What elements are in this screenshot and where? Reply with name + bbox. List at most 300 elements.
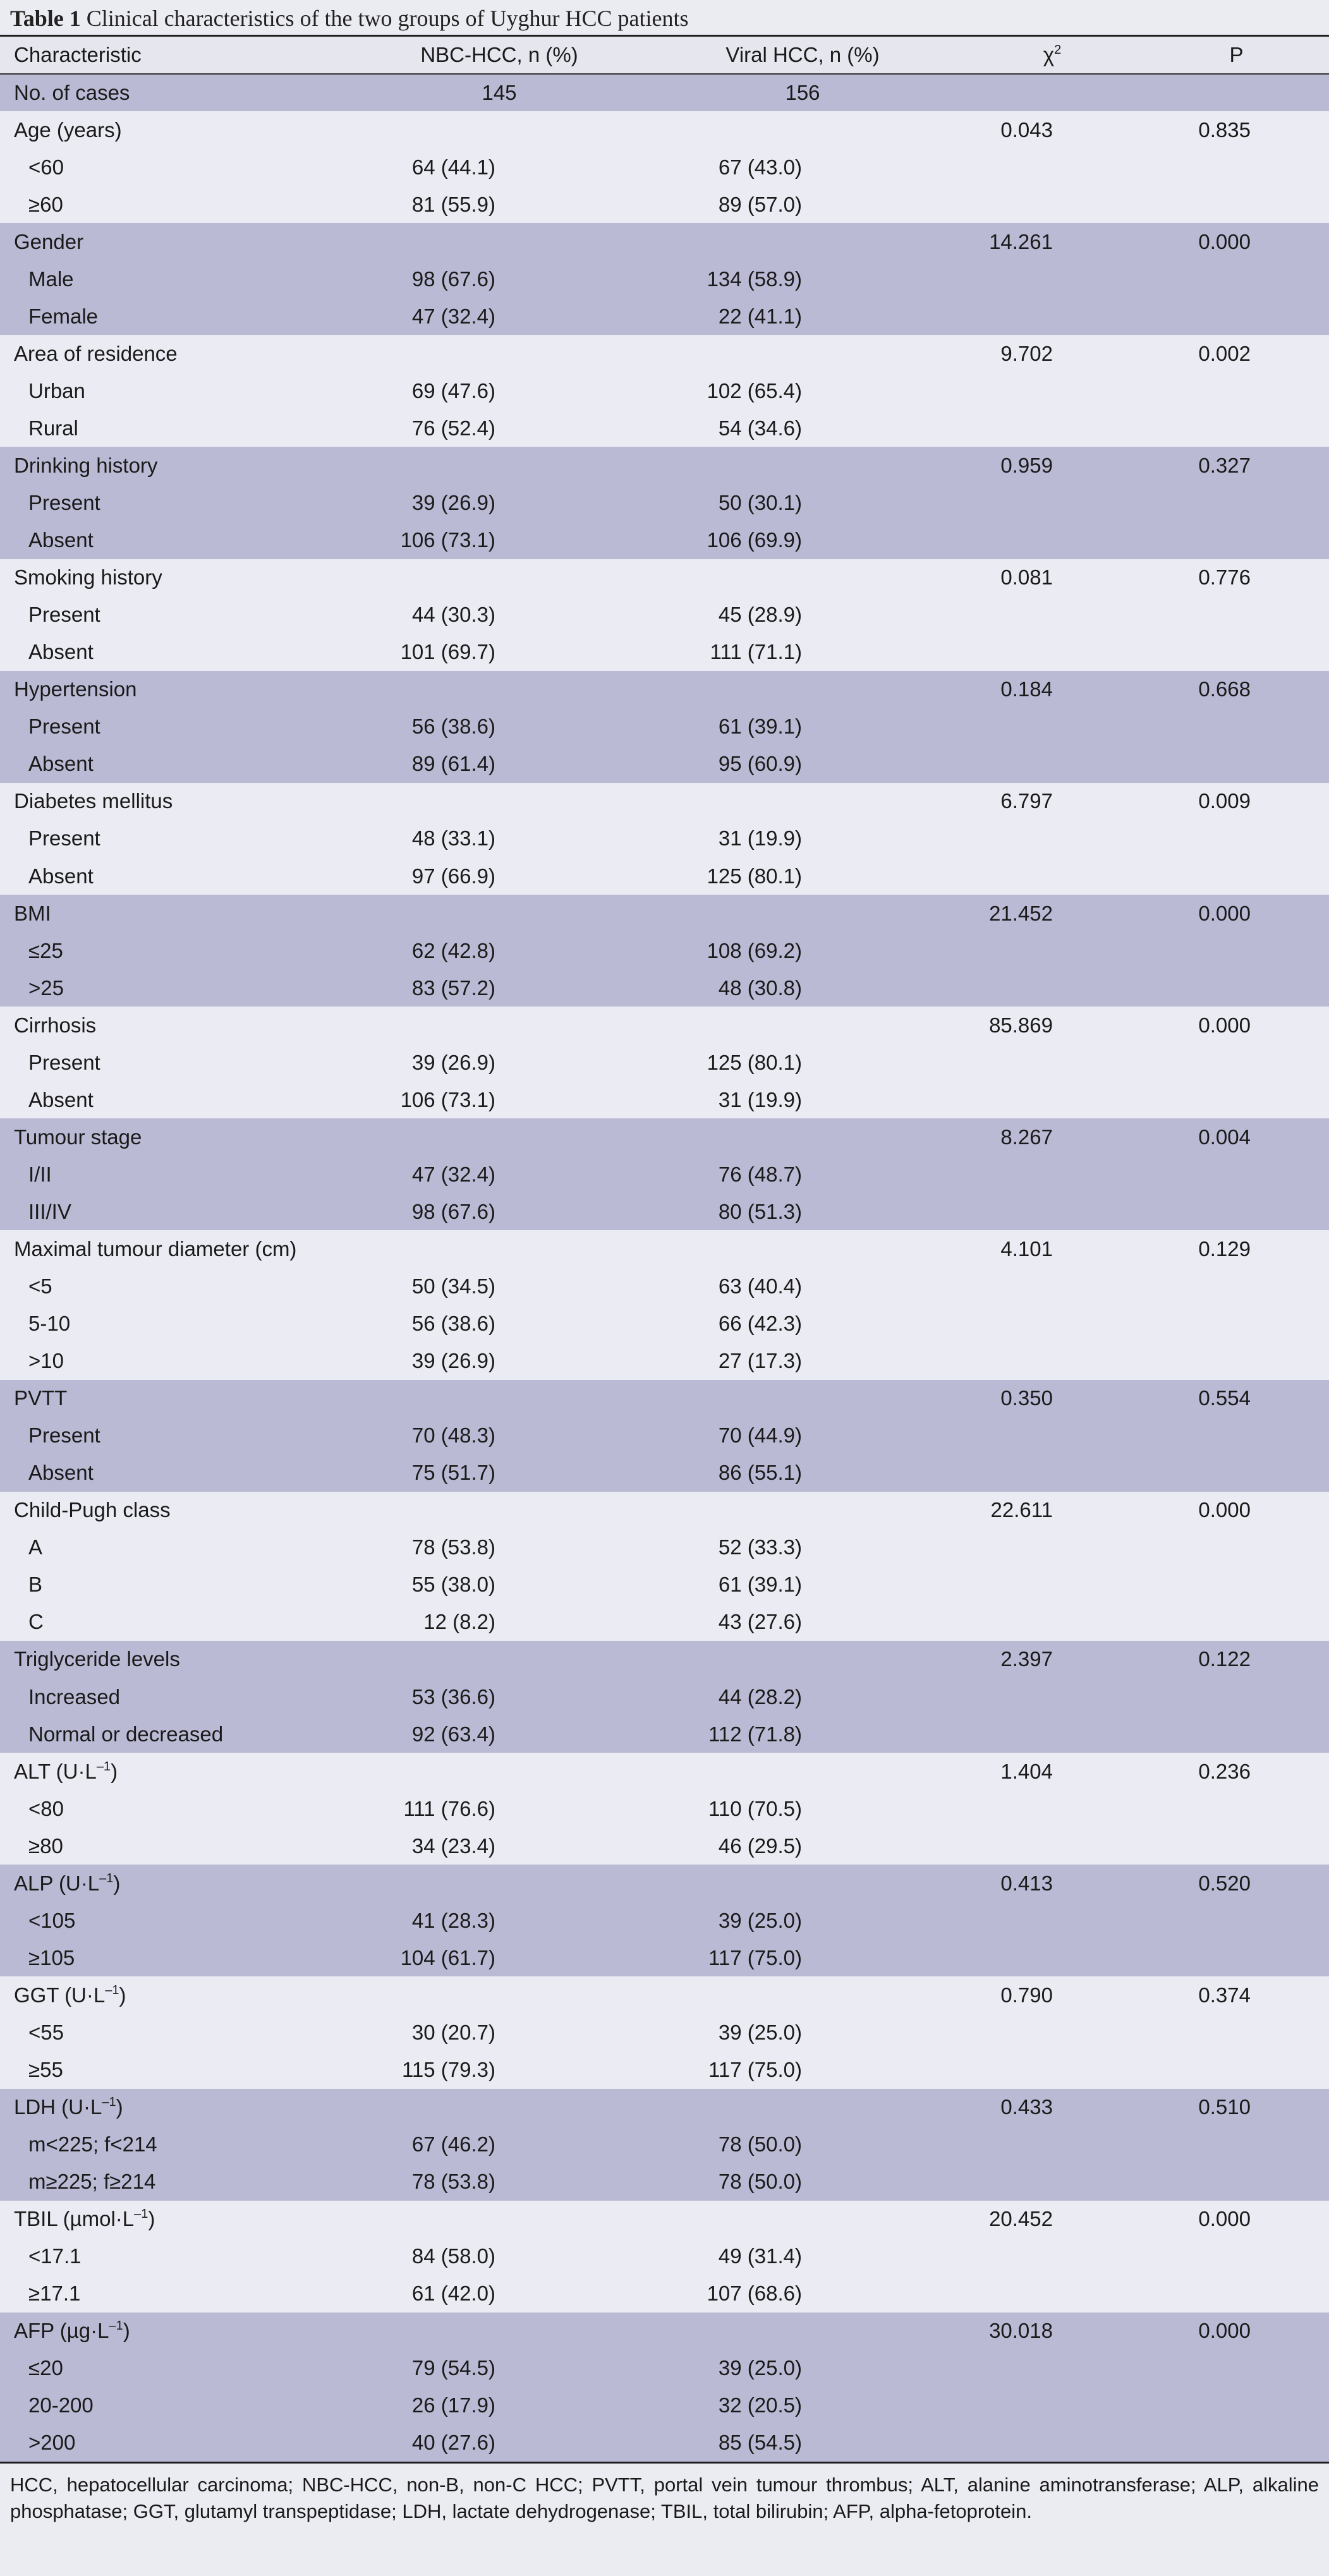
header-chi-square	[961, 37, 1144, 74]
chi-square-value: 8.267	[961, 1118, 1144, 1156]
subgroup-row	[0, 1417, 1329, 1454]
subgroup-p-empty	[1144, 1343, 1329, 1380]
subgroup-label: Present	[0, 1417, 354, 1454]
subgroup-chi-empty	[961, 1193, 1144, 1230]
subgroup-p-empty	[1144, 2238, 1329, 2275]
subgroup-label: >200	[0, 2424, 354, 2462]
subgroup-label: Absent	[0, 522, 354, 559]
subgroup-chi-empty	[961, 1156, 1144, 1193]
group-label-end: )	[111, 1759, 118, 1783]
viral-hcc-value: 54 (34.6)	[645, 409, 961, 447]
chi-square-value: 0.959	[961, 447, 1144, 484]
subgroup-label: <5	[0, 1268, 354, 1305]
subgroup-row	[0, 1044, 1329, 1081]
group-header-row	[0, 111, 1329, 148]
subgroup-label: <60	[0, 148, 354, 186]
viral-hcc-value: 70 (44.9)	[645, 1417, 961, 1454]
group-nbc-empty	[354, 559, 645, 596]
group-label-end: )	[113, 1871, 121, 1895]
subgroup-row	[0, 1156, 1329, 1193]
group-viral-empty	[645, 1753, 961, 1790]
subgroup-p-empty	[1144, 1529, 1329, 1566]
subgroup-p-empty	[1144, 372, 1329, 409]
subgroup-p-empty	[1144, 1604, 1329, 1641]
subgroup-row	[0, 857, 1329, 895]
subgroup-label: Absent	[0, 746, 354, 783]
subgroup-label: <105	[0, 1902, 354, 1939]
group-label	[0, 1380, 354, 1417]
subgroup-p-empty	[1144, 2275, 1329, 2313]
subgroup-chi-empty	[961, 485, 1144, 522]
header-viral-hcc: Viral HCC, n (%)	[645, 37, 961, 74]
nbc-hcc-value: 67 (46.2)	[354, 2126, 645, 2163]
subgroup-chi-empty	[961, 186, 1144, 223]
nbc-hcc-value: 83 (57.2)	[354, 969, 645, 1007]
subgroup-chi-empty	[961, 969, 1144, 1007]
subgroup-row	[0, 2051, 1329, 2088]
group-label-text: Smoking history	[14, 565, 162, 590]
p-value: 0.520	[1144, 1865, 1329, 1902]
nbc-hcc-value: 30 (20.7)	[354, 2014, 645, 2051]
viral-hcc-value: 49 (31.4)	[645, 2238, 961, 2275]
group-nbc-empty	[354, 1007, 645, 1044]
chi-square-value: 0.081	[961, 559, 1144, 596]
viral-hcc-value: 39 (25.0)	[645, 2014, 961, 2051]
group-label	[0, 671, 354, 708]
subgroup-chi-empty	[961, 2051, 1144, 2088]
subgroup-chi-empty	[961, 2387, 1144, 2424]
subgroup-label: Present	[0, 596, 354, 634]
viral-hcc-value: 27 (17.3)	[645, 1343, 961, 1380]
group-label	[0, 2201, 354, 2238]
subgroup-chi-empty	[961, 2424, 1144, 2462]
nbc-hcc-value: 47 (32.4)	[354, 298, 645, 335]
group-viral-empty	[645, 1380, 961, 1417]
subgroup-chi-empty	[961, 1081, 1144, 1118]
subgroup-chi-empty	[961, 1790, 1144, 1827]
viral-hcc-value: 111 (71.1)	[645, 634, 961, 671]
subgroup-row	[0, 485, 1329, 522]
group-label-superscript: –1	[96, 1759, 111, 1774]
group-header-row	[0, 783, 1329, 820]
chi-square-value: 85.869	[961, 1007, 1144, 1044]
subgroup-p-empty	[1144, 522, 1329, 559]
nbc-hcc-value: 89 (61.4)	[354, 746, 645, 783]
subgroup-label: 20-200	[0, 2387, 354, 2424]
p-value: 0.554	[1144, 1380, 1329, 1417]
group-label	[0, 559, 354, 596]
group-viral-empty	[645, 1976, 961, 2014]
group-label-text: BMI	[14, 901, 51, 925]
chi-square-value: 0.790	[961, 1976, 1144, 2014]
nbc-hcc-value: 64 (44.1)	[354, 148, 645, 186]
cases-row	[0, 74, 1329, 111]
group-nbc-empty	[354, 671, 645, 708]
subgroup-chi-empty	[961, 1529, 1144, 1566]
viral-hcc-value: 76 (48.7)	[645, 1156, 961, 1193]
table-body	[0, 74, 1329, 2462]
subgroup-p-empty	[1144, 708, 1329, 746]
nbc-hcc-value: 76 (52.4)	[354, 409, 645, 447]
subgroup-chi-empty	[961, 522, 1144, 559]
subgroup-chi-empty	[961, 596, 1144, 634]
subgroup-chi-empty	[961, 1417, 1144, 1454]
subgroup-row	[0, 746, 1329, 783]
group-label-text: LDH (U·L	[14, 2095, 102, 2119]
subgroup-row	[0, 409, 1329, 447]
subgroup-label: <55	[0, 2014, 354, 2051]
header-nbc-hcc: NBC-HCC, n (%)	[354, 37, 645, 74]
group-viral-empty	[645, 1641, 961, 1678]
nbc-hcc-value: 84 (58.0)	[354, 2238, 645, 2275]
subgroup-row	[0, 260, 1329, 298]
subgroup-row	[0, 2238, 1329, 2275]
subgroup-chi-empty	[961, 1827, 1144, 1865]
group-label-superscript: –1	[134, 2207, 149, 2222]
subgroup-chi-empty	[961, 634, 1144, 671]
viral-hcc-value: 63 (40.4)	[645, 1268, 961, 1305]
chi-square-value: 22.611	[961, 1492, 1144, 1529]
subgroup-p-empty	[1144, 596, 1329, 634]
subgroup-label: ≥55	[0, 2051, 354, 2088]
nbc-hcc-value: 41 (28.3)	[354, 1902, 645, 1939]
subgroup-label: Normal or decreased	[0, 1715, 354, 1753]
cases-label: No. of cases	[0, 74, 354, 111]
subgroup-row	[0, 708, 1329, 746]
group-label	[0, 335, 354, 372]
subgroup-chi-empty	[961, 1678, 1144, 1715]
subgroup-chi-empty	[961, 932, 1144, 969]
group-nbc-empty	[354, 1753, 645, 1790]
subgroup-label: Urban	[0, 372, 354, 409]
subgroup-p-empty	[1144, 1305, 1329, 1343]
nbc-hcc-value: 39 (26.9)	[354, 1044, 645, 1081]
subgroup-row	[0, 2424, 1329, 2462]
subgroup-chi-empty	[961, 1902, 1144, 1939]
group-header-row	[0, 1380, 1329, 1417]
group-header-row	[0, 1641, 1329, 1678]
group-label	[0, 447, 354, 484]
table-footnote: HCC, hepatocellular carcinoma; NBC-HCC, non-B, non-C HCC; PVTT, portal vein tumour thrombus; ALT, alanine aminotransferase; ALP, alkaline phosphatase; GGT, glutamyl transpeptidase; LDH, lactate dehydrogenase; TBIL, total bilirubin; AFP, alpha-fetoprotein.	[0, 2462, 1329, 2576]
chi-square-value: 14.261	[961, 223, 1144, 260]
group-header-row	[0, 671, 1329, 708]
p-value: 0.122	[1144, 1641, 1329, 1678]
group-label-text: ALT (U·L	[14, 1759, 97, 1783]
group-nbc-empty	[354, 1641, 645, 1678]
viral-hcc-value: 44 (28.2)	[645, 1678, 961, 1715]
group-header-row	[0, 1118, 1329, 1156]
subgroup-p-empty	[1144, 634, 1329, 671]
nbc-hcc-value: 61 (42.0)	[354, 2275, 645, 2313]
viral-hcc-value: 66 (42.3)	[645, 1305, 961, 1343]
subgroup-p-empty	[1144, 1715, 1329, 1753]
subgroup-p-empty	[1144, 1044, 1329, 1081]
table-caption-label: Table 1	[10, 6, 81, 31]
subgroup-chi-empty	[961, 372, 1144, 409]
nbc-hcc-value: 39 (26.9)	[354, 1343, 645, 1380]
chi-square-value: 30.018	[961, 2313, 1144, 2350]
nbc-hcc-value: 69 (47.6)	[354, 372, 645, 409]
group-header-row	[0, 2313, 1329, 2350]
viral-hcc-value: 117 (75.0)	[645, 1939, 961, 1976]
viral-hcc-value: 108 (69.2)	[645, 932, 961, 969]
nbc-hcc-value: 55 (38.0)	[354, 1566, 645, 1604]
subgroup-label: m≥225; f≥214	[0, 2163, 354, 2201]
group-header-row	[0, 1230, 1329, 1267]
group-header-row	[0, 559, 1329, 596]
nbc-hcc-value: 98 (67.6)	[354, 260, 645, 298]
group-label	[0, 1492, 354, 1529]
group-nbc-empty	[354, 447, 645, 484]
group-label-superscript: –1	[109, 2319, 123, 2333]
group-label-text: Area of residence	[14, 341, 178, 365]
subgroup-p-empty	[1144, 2350, 1329, 2387]
chi-square-value: 2.397	[961, 1641, 1144, 1678]
chi-square-value: 20.452	[961, 2201, 1144, 2238]
subgroup-row	[0, 1454, 1329, 1492]
subgroup-label: ≤25	[0, 932, 354, 969]
group-label-end: )	[123, 2319, 130, 2343]
chi-square-value: 0.413	[961, 1865, 1144, 1902]
group-label-superscript: –1	[102, 2095, 116, 2110]
nbc-hcc-value: 78 (53.8)	[354, 2163, 645, 2201]
subgroup-label: Present	[0, 485, 354, 522]
subgroup-p-empty	[1144, 485, 1329, 522]
subgroup-p-empty	[1144, 1566, 1329, 1604]
nbc-hcc-value: 78 (53.8)	[354, 1529, 645, 1566]
group-viral-empty	[645, 783, 961, 820]
group-nbc-empty	[354, 111, 645, 148]
subgroup-p-empty	[1144, 932, 1329, 969]
subgroup-p-empty	[1144, 409, 1329, 447]
nbc-hcc-value: 106 (73.1)	[354, 1081, 645, 1118]
subgroup-chi-empty	[961, 260, 1144, 298]
subgroup-p-empty	[1144, 1827, 1329, 1865]
nbc-hcc-value: 104 (61.7)	[354, 1939, 645, 1976]
subgroup-row	[0, 372, 1329, 409]
p-value: 0.374	[1144, 1976, 1329, 2014]
nbc-hcc-value: 81 (55.9)	[354, 186, 645, 223]
subgroup-label: <17.1	[0, 2238, 354, 2275]
subgroup-p-empty	[1144, 186, 1329, 223]
p-value: 0.002	[1144, 335, 1329, 372]
group-header-row	[0, 223, 1329, 260]
subgroup-p-empty	[1144, 746, 1329, 783]
viral-hcc-value: 106 (69.9)	[645, 522, 961, 559]
subgroup-p-empty	[1144, 1268, 1329, 1305]
subgroup-row	[0, 1268, 1329, 1305]
group-label-text: Hypertension	[14, 677, 137, 701]
table-caption	[0, 0, 1329, 37]
viral-hcc-value: 95 (60.9)	[645, 746, 961, 783]
subgroup-chi-empty	[961, 746, 1144, 783]
subgroup-chi-empty	[961, 2238, 1144, 2275]
subgroup-p-empty	[1144, 1193, 1329, 1230]
subgroup-chi-empty	[961, 1343, 1144, 1380]
subgroup-label: Absent	[0, 857, 354, 895]
subgroup-chi-empty	[961, 1604, 1144, 1641]
subgroup-chi-empty	[961, 2163, 1144, 2201]
nbc-hcc-value: 56 (38.6)	[354, 1305, 645, 1343]
group-label-text: Diabetes mellitus	[14, 789, 173, 813]
group-nbc-empty	[354, 1865, 645, 1902]
p-value: 0.009	[1144, 783, 1329, 820]
subgroup-row	[0, 2014, 1329, 2051]
group-header-row	[0, 1753, 1329, 1790]
p-value: 0.236	[1144, 1753, 1329, 1790]
subgroup-label: m<225; f<214	[0, 2126, 354, 2163]
viral-hcc-value: 117 (75.0)	[645, 2051, 961, 2088]
subgroup-row	[0, 1939, 1329, 1976]
subgroup-p-empty	[1144, 260, 1329, 298]
viral-hcc-value: 78 (50.0)	[645, 2126, 961, 2163]
p-value: 0.000	[1144, 2313, 1329, 2350]
viral-hcc-value: 112 (71.8)	[645, 1715, 961, 1753]
subgroup-row	[0, 634, 1329, 671]
group-viral-empty	[645, 671, 961, 708]
subgroup-row	[0, 596, 1329, 634]
group-viral-empty	[645, 447, 961, 484]
viral-hcc-value: 50 (30.1)	[645, 485, 961, 522]
subgroup-chi-empty	[961, 2126, 1144, 2163]
subgroup-label: ≤20	[0, 2350, 354, 2387]
group-label-text: ALP (U·L	[14, 1871, 100, 1895]
subgroup-chi-empty	[961, 2275, 1144, 2313]
subgroup-row	[0, 1715, 1329, 1753]
group-viral-empty	[645, 895, 961, 932]
subgroup-p-empty	[1144, 969, 1329, 1007]
cases-viral: 156	[645, 74, 961, 111]
nbc-hcc-value: 12 (8.2)	[354, 1604, 645, 1641]
subgroup-row	[0, 1529, 1329, 1566]
subgroup-label: Present	[0, 1044, 354, 1081]
table-header	[0, 37, 1329, 74]
subgroup-p-empty	[1144, 1417, 1329, 1454]
subgroup-row	[0, 522, 1329, 559]
subgroup-row	[0, 1193, 1329, 1230]
group-label-end: )	[116, 2095, 123, 2119]
chi-square-value: 1.404	[961, 1753, 1144, 1790]
subgroup-p-empty	[1144, 857, 1329, 895]
cases-p	[1144, 74, 1329, 111]
subgroup-label: Increased	[0, 1678, 354, 1715]
nbc-hcc-value: 50 (34.5)	[354, 1268, 645, 1305]
nbc-hcc-value: 48 (33.1)	[354, 820, 645, 857]
p-value: 0.004	[1144, 1118, 1329, 1156]
subgroup-p-empty	[1144, 298, 1329, 335]
group-viral-empty	[645, 1492, 961, 1529]
group-viral-empty	[645, 223, 961, 260]
subgroup-row	[0, 186, 1329, 223]
p-value: 0.129	[1144, 1230, 1329, 1267]
subgroup-label: Female	[0, 298, 354, 335]
chi-square-value: 0.184	[961, 671, 1144, 708]
p-value: 0.776	[1144, 559, 1329, 596]
subgroup-row	[0, 932, 1329, 969]
subgroup-p-empty	[1144, 2051, 1329, 2088]
header-chi-symbol: χ	[1043, 43, 1055, 66]
group-nbc-empty	[354, 783, 645, 820]
nbc-hcc-value: 56 (38.6)	[354, 708, 645, 746]
subgroup-row	[0, 148, 1329, 186]
group-header-row	[0, 2089, 1329, 2126]
subgroup-chi-empty	[961, 1044, 1144, 1081]
p-value: 0.327	[1144, 447, 1329, 484]
group-label	[0, 111, 354, 148]
subgroup-row	[0, 1305, 1329, 1343]
subgroup-p-empty	[1144, 148, 1329, 186]
viral-hcc-value: 67 (43.0)	[645, 148, 961, 186]
subgroup-p-empty	[1144, 1156, 1329, 1193]
nbc-hcc-value: 111 (76.6)	[354, 1790, 645, 1827]
header-chi-superscript: 2	[1054, 43, 1062, 57]
subgroup-row	[0, 1678, 1329, 1715]
table-caption-text: Clinical characteristics of the two groups of Uyghur HCC patients	[86, 6, 689, 31]
group-header-row	[0, 1007, 1329, 1044]
group-label-superscript: –1	[105, 1983, 119, 1997]
nbc-hcc-value: 47 (32.4)	[354, 1156, 645, 1193]
nbc-hcc-value: 101 (69.7)	[354, 634, 645, 671]
nbc-hcc-value: 39 (26.9)	[354, 485, 645, 522]
subgroup-label: Absent	[0, 1454, 354, 1492]
subgroup-row	[0, 969, 1329, 1007]
clinical-characteristics-table	[0, 37, 1329, 2462]
cases-chi	[961, 74, 1144, 111]
subgroup-row	[0, 1827, 1329, 1865]
subgroup-p-empty	[1144, 2163, 1329, 2201]
viral-hcc-value: 61 (39.1)	[645, 708, 961, 746]
group-header-row	[0, 1976, 1329, 2014]
header-characteristic: Characteristic	[0, 37, 354, 74]
subgroup-chi-empty	[961, 708, 1144, 746]
subgroup-label: Rural	[0, 409, 354, 447]
subgroup-chi-empty	[961, 857, 1144, 895]
group-label-end: )	[148, 2207, 155, 2231]
subgroup-row	[0, 2275, 1329, 2313]
p-value: 0.000	[1144, 895, 1329, 932]
group-label	[0, 783, 354, 820]
subgroup-p-empty	[1144, 2424, 1329, 2462]
nbc-hcc-value: 97 (66.9)	[354, 857, 645, 895]
group-label	[0, 1641, 354, 1678]
subgroup-label: <80	[0, 1790, 354, 1827]
group-label	[0, 1976, 354, 2014]
group-label-text: Maximal tumour diameter (cm)	[14, 1237, 297, 1261]
group-viral-empty	[645, 1230, 961, 1267]
subgroup-chi-empty	[961, 1715, 1144, 1753]
subgroup-chi-empty	[961, 1454, 1144, 1492]
viral-hcc-value: 61 (39.1)	[645, 1566, 961, 1604]
viral-hcc-value: 45 (28.9)	[645, 596, 961, 634]
subgroup-p-empty	[1144, 1790, 1329, 1827]
subgroup-p-empty	[1144, 2387, 1329, 2424]
subgroup-p-empty	[1144, 2014, 1329, 2051]
subgroup-chi-empty	[961, 298, 1144, 335]
group-label	[0, 1118, 354, 1156]
group-label	[0, 2089, 354, 2126]
group-label-text: AFP (µg·L	[14, 2319, 109, 2343]
subgroup-chi-empty	[961, 409, 1144, 447]
viral-hcc-value: 39 (25.0)	[645, 1902, 961, 1939]
subgroup-chi-empty	[961, 820, 1144, 857]
subgroup-p-empty	[1144, 1678, 1329, 1715]
nbc-hcc-value: 34 (23.4)	[354, 1827, 645, 1865]
subgroup-row	[0, 1604, 1329, 1641]
subgroup-row	[0, 298, 1329, 335]
subgroup-label: ≥17.1	[0, 2275, 354, 2313]
chi-square-value: 4.101	[961, 1230, 1144, 1267]
subgroup-label: ≥60	[0, 186, 354, 223]
